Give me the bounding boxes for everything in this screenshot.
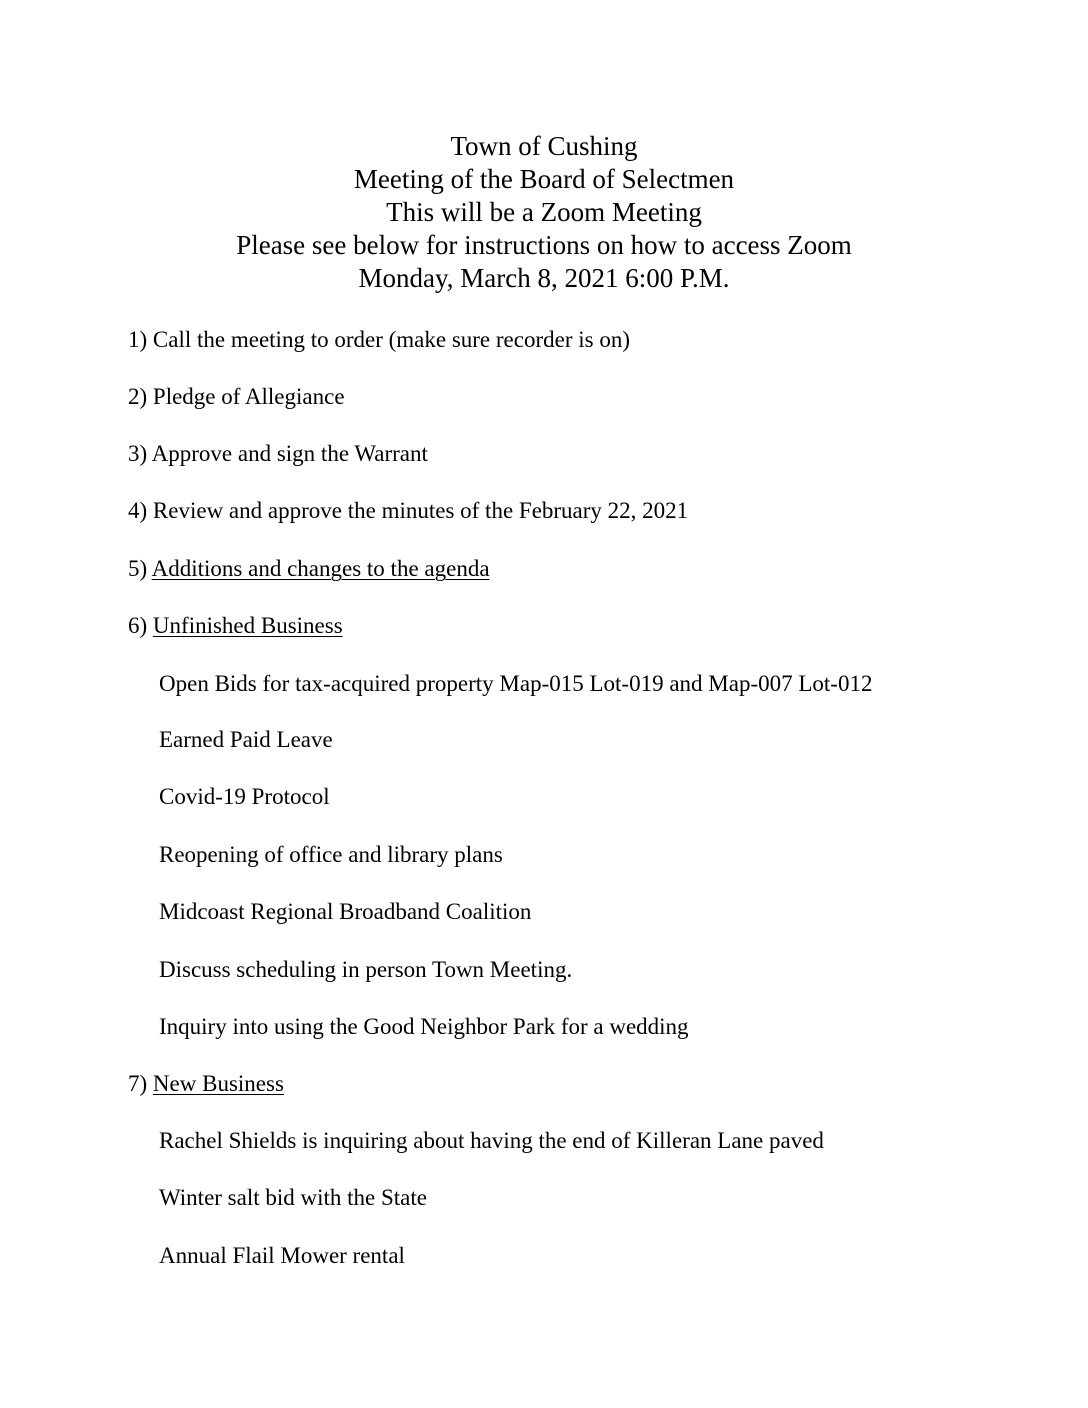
agenda-item-heading: Unfinished Business: [152, 613, 343, 638]
agenda-subitem: Annual Flail Mower rental: [159, 1243, 405, 1268]
agenda-section-unfinished-business: [128, 612, 343, 640]
agenda-section-new-business: [128, 1070, 284, 1098]
meeting-date-time: Monday, March 8, 2021 6:00 P.M.: [358, 263, 730, 293]
agenda-item-number: 5): [128, 556, 148, 581]
agenda-item-text: Review and approve the minutes of the February 22, 2021: [152, 498, 689, 523]
agenda-item: [128, 383, 345, 411]
agenda-item-number: 6): [128, 613, 148, 638]
agenda-item-text: Approve and sign the Warrant: [151, 441, 428, 466]
agenda-item-number: 2): [128, 384, 148, 409]
agenda-subitem: Open Bids for tax-acquired property Map-015 Lot-019 and Map-007 Lot-012: [159, 671, 873, 696]
town-name: Town of Cushing: [450, 131, 638, 161]
agenda-subitem: Covid-19 Protocol: [159, 784, 330, 809]
agenda-subitem: Winter salt bid with the State: [159, 1185, 427, 1210]
agenda-subitem: Earned Paid Leave: [159, 727, 333, 752]
agenda-item-text: Call the meeting to order (make sure recorder is on): [152, 327, 630, 352]
zoom-instructions-note: Please see below for instructions on how to access Zoom: [236, 230, 852, 260]
agenda-subitem: Inquiry into using the Good Neighbor Park for a wedding: [159, 1014, 689, 1039]
agenda-item-heading: New Business: [152, 1071, 284, 1096]
agenda-item: [128, 440, 428, 468]
agenda-item: [128, 497, 688, 525]
agenda-item-text: Pledge of Allegiance: [152, 384, 345, 409]
agenda-item: [128, 326, 630, 354]
agenda-item: [128, 555, 490, 583]
agenda-item-number: 1): [128, 327, 148, 352]
agenda-item-number: 7): [128, 1071, 148, 1096]
agenda-item-number: 4): [128, 498, 148, 523]
agenda-item-number: 3): [128, 441, 148, 466]
meeting-format: This will be a Zoom Meeting: [386, 197, 702, 227]
agenda-subitem: Midcoast Regional Broadband Coalition: [159, 899, 532, 924]
agenda-item-heading: Additions and changes to the agenda: [151, 556, 490, 581]
meeting-title: Meeting of the Board of Selectmen: [353, 164, 735, 194]
agenda-subitem: Reopening of office and library plans: [159, 842, 503, 867]
agenda-subitem: Discuss scheduling in person Town Meeting.: [159, 957, 573, 982]
agenda-subitem: Rachel Shields is inquiring about having the end of Killeran Lane paved: [159, 1128, 824, 1153]
